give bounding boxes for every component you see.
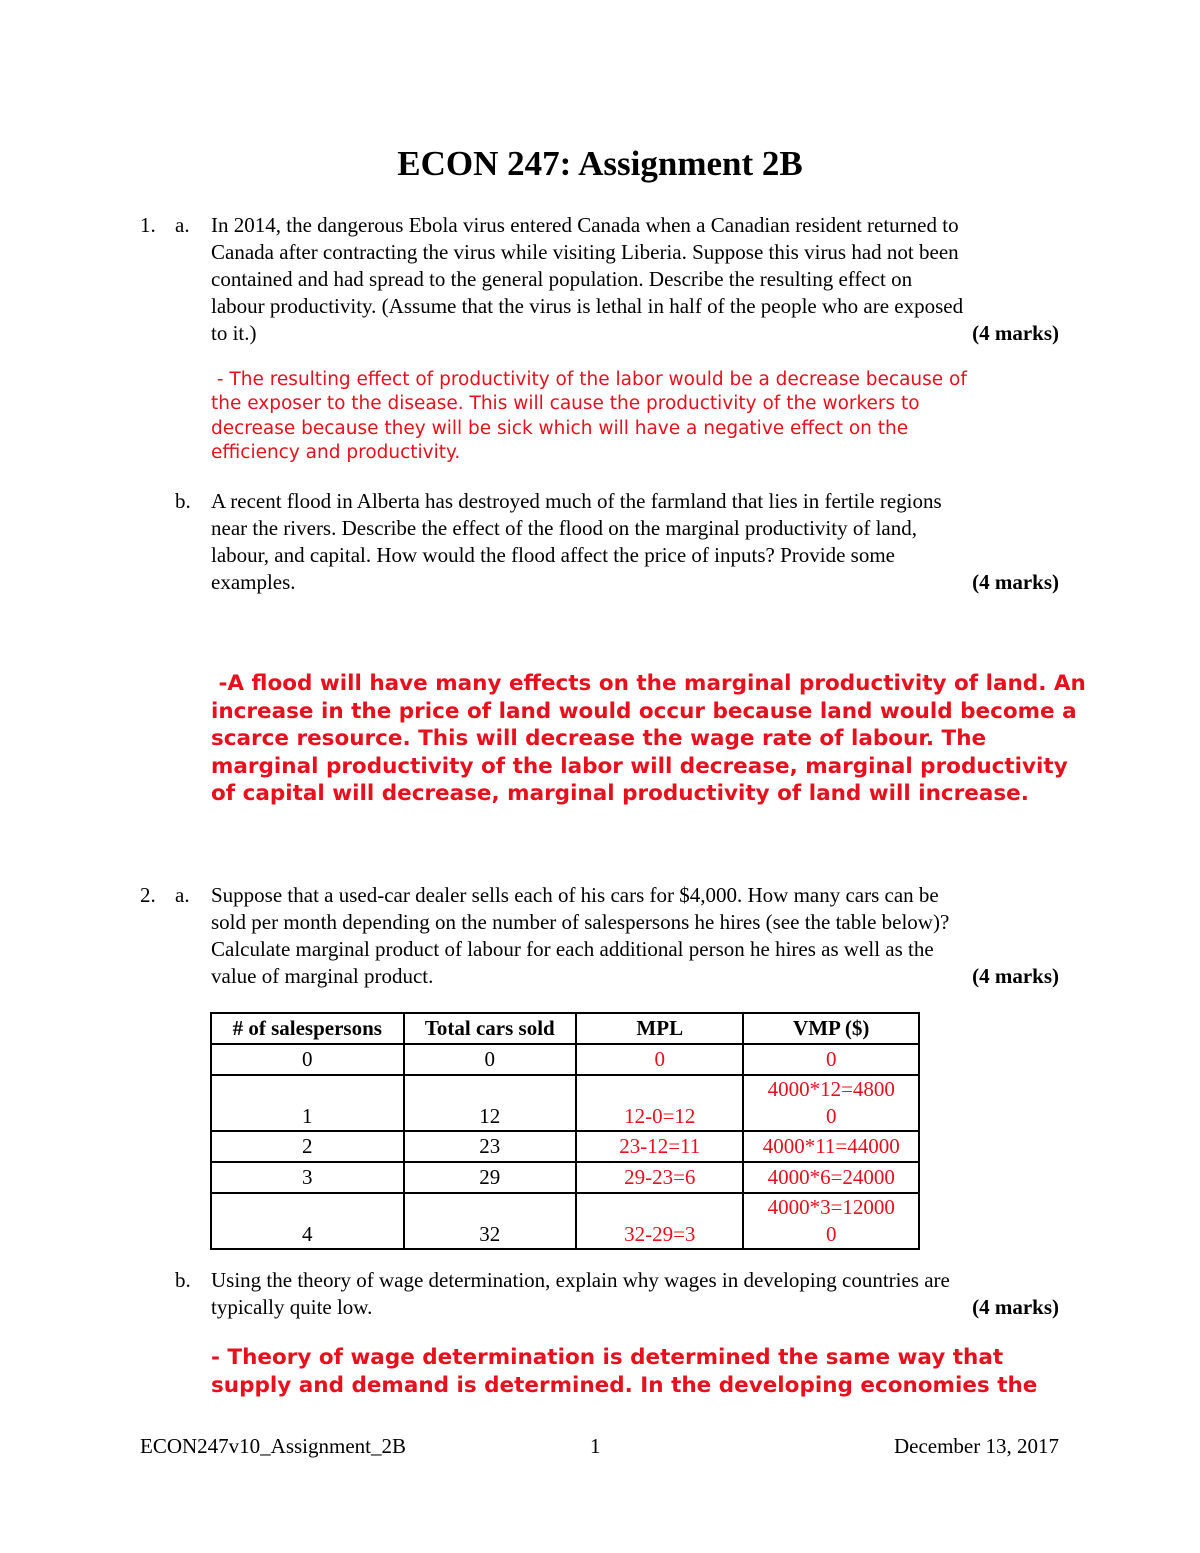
table-cell-vmp-line: 0 — [825, 1104, 837, 1128]
question-1a-text — [211, 212, 1059, 347]
answer-1b-line-4: marginal productivity of the labor will decrease, marginal productivity — [211, 753, 1068, 779]
answer-1a-line-3: decrease because they will be sick which will have a negative effect on the — [211, 417, 909, 439]
question-1b-line-4 — [211, 569, 1059, 596]
question-2a-line-4 — [211, 963, 1059, 990]
question-1a-line-5-text: to it.) — [211, 321, 257, 345]
question-2b-marks: (4 marks) — [972, 1295, 1059, 1319]
question-2a-label: a. — [175, 883, 190, 907]
answer-2b-line-2: supply and demand is determined. In the developing economies the — [211, 1372, 1038, 1398]
answer-1b-line-1: -A flood will have many effects on the marginal productivity of land. An — [211, 671, 1086, 696]
answer-1b-line-2: increase in the price of land would occur because land would become a — [211, 698, 1077, 724]
table-cell-salespersons: 4 — [211, 1193, 404, 1249]
question-1b-text — [211, 488, 1059, 596]
question-1a-line-1: In 2014, the dangerous Ebola virus entered Canada when a Canadian resident returned to — [211, 213, 959, 237]
table-cell-mpl: 29-23=6 — [576, 1162, 743, 1193]
answer-1b — [211, 670, 1086, 808]
answer-1a-line-2: the exposer to the disease. This will cause the productivity of the workers to — [211, 393, 920, 415]
table-cell-vmp-line: 4000*12=4800 — [767, 1077, 895, 1101]
table-cell-mpl: 23-12=11 — [576, 1131, 743, 1162]
question-1b-line-1: A recent flood in Alberta has destroyed much of the farmland that lies in fertile regions — [211, 489, 942, 513]
table-row — [211, 1193, 919, 1249]
question-1b-line-4-text: examples. — [211, 570, 296, 594]
question-1-number: 1. — [140, 213, 156, 237]
table-cell-vmp-line: 0 — [825, 1047, 837, 1071]
question-1a-line-2: Canada after contracting the virus while visiting Liberia. Suppose this virus had not been — [211, 240, 959, 264]
question-1a-line-4: labour productivity. (Assume that the virus is lethal in half of the people who are exposed — [211, 294, 964, 318]
table-cell-total: 12 — [404, 1075, 576, 1131]
page-title: ECON 247: Assignment 2B — [397, 144, 803, 183]
table-cell-vmp — [743, 1162, 919, 1193]
table-cell-vmp-line: 0 — [825, 1222, 837, 1246]
question-2b-line-1: Using the theory of wage determination, explain why wages in developing countries are — [211, 1268, 950, 1292]
answer-2b-line-1: - Theory of wage determination is determined the same way that — [211, 1345, 1004, 1370]
table-cell-total: 32 — [404, 1193, 576, 1249]
question-2b-label: b. — [175, 1268, 191, 1292]
table-cell-vmp — [743, 1044, 919, 1075]
footer-page-number: 1 — [590, 1434, 601, 1458]
table-cell-vmp — [743, 1193, 919, 1249]
question-2a-line-1: Suppose that a used-car dealer sells each of his cars for $4,000. How many cars can be — [211, 883, 939, 907]
question-2-number: 2. — [140, 883, 156, 907]
table-cell-total: 23 — [404, 1131, 576, 1162]
question-1a-line-5 — [211, 320, 1059, 347]
table-header-vmp: VMP ($) — [743, 1013, 919, 1044]
table-cell-vmp — [743, 1075, 919, 1131]
question-1b-line-2: near the rivers. Describe the effect of the flood on the marginal productivity of land, — [211, 516, 917, 540]
footer-date: December 13, 2017 — [893, 1434, 1059, 1458]
table-cell-total: 0 — [404, 1044, 576, 1075]
table-cell-mpl: 0 — [576, 1044, 743, 1075]
table-cell-vmp — [743, 1131, 919, 1162]
table-cell-vmp-line: 4000*11=44000 — [762, 1134, 900, 1158]
question-2a-line-4-text: value of marginal product. — [211, 964, 434, 988]
table-header-total-cars: Total cars sold — [404, 1013, 576, 1044]
question-2a-text — [211, 882, 1059, 990]
answer-1a-line-4: efficiency and productivity. — [211, 441, 461, 463]
table-row — [211, 1044, 919, 1075]
question-1b-label: b. — [175, 489, 191, 513]
question-2a-line-2: sold per month depending on the number of salespersons he hires (see the table below)? — [211, 910, 950, 934]
table-cell-salespersons: 2 — [211, 1131, 404, 1162]
footer-document-name: ECON247v10_Assignment_2B — [140, 1434, 407, 1458]
table-header-salespersons: # of salespersons — [211, 1013, 404, 1044]
table-cell-mpl: 32-29=3 — [576, 1193, 743, 1249]
table-cell-total: 29 — [404, 1162, 576, 1193]
answer-1a-line-1: - The resulting effect of productivity of the labor would be a decrease because of — [211, 369, 967, 390]
table-header-mpl: MPL — [576, 1013, 743, 1044]
mpl-table — [210, 1012, 920, 1250]
answer-1a — [211, 368, 1071, 465]
question-2b-text — [211, 1267, 1059, 1321]
table-header-row — [211, 1013, 919, 1044]
table-row — [211, 1075, 919, 1131]
table-cell-mpl: 12-0=12 — [576, 1075, 743, 1131]
table-cell-salespersons: 0 — [211, 1044, 404, 1075]
table-cell-salespersons: 1 — [211, 1075, 404, 1131]
table-cell-vmp-line: 4000*3=12000 — [767, 1195, 895, 1219]
question-1a-marks: (4 marks) — [972, 321, 1059, 345]
answer-1b-line-3: scarce resource. This will decrease the wage rate of labour. The — [211, 726, 987, 751]
table-cell-vmp-line: 4000*6=24000 — [767, 1165, 895, 1189]
answer-2b — [211, 1344, 1081, 1399]
question-2a-line-3: Calculate marginal product of labour for each additional person he hires as well as the — [211, 937, 934, 961]
question-1a-line-3: contained and had spread to the general population. Describe the resulting effect on — [211, 267, 913, 291]
question-2a-marks: (4 marks) — [972, 964, 1059, 988]
question-2b-line-2 — [211, 1294, 1059, 1321]
answer-1b-line-5: of capital will decrease, marginal productivity of land will increase. — [211, 781, 1029, 806]
question-1b-marks: (4 marks) — [972, 570, 1059, 594]
question-2b-line-2-text: typically quite low. — [211, 1295, 373, 1319]
table-cell-salespersons: 3 — [211, 1162, 404, 1193]
question-1a-label: a. — [175, 213, 190, 237]
question-1b-line-3: labour, and capital. How would the flood affect the price of inputs? Provide some — [211, 543, 895, 567]
table-row — [211, 1162, 919, 1193]
table-row — [211, 1131, 919, 1162]
